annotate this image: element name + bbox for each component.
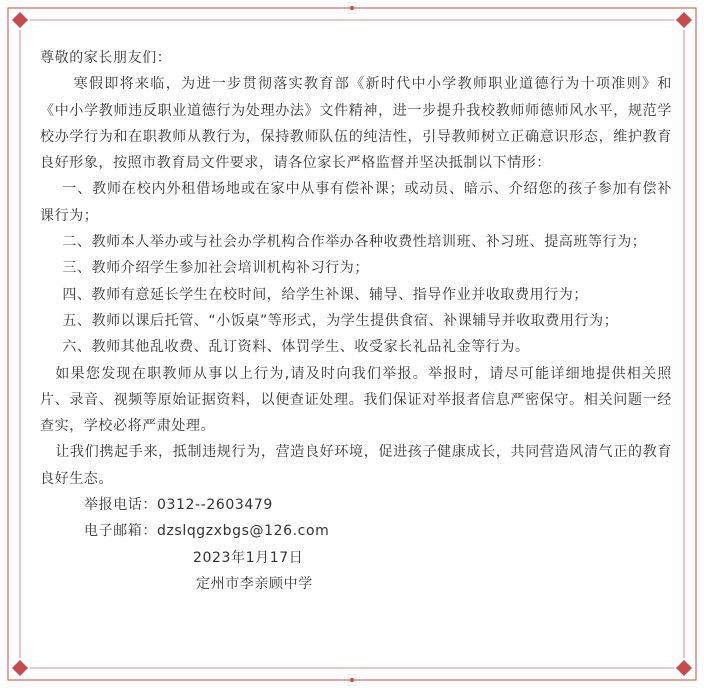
letter-date: 2023年1月17日 <box>193 549 304 566</box>
list-item: 六、教师其他乱收费、乱订资料、体罚学生、收受家长礼品礼金等行为。 <box>62 339 530 356</box>
corner-diamond-bottom-left <box>12 660 28 676</box>
list-item: 四、教师有意延长学生在校时间，给学生补课、辅导、指导作业并收取费用行为； <box>62 286 588 303</box>
report-paragraph: 如果您发现在职教师从事以上行为,请及时向我们举报。举报时，请尽可能详细地提供相关照片、录音、视频等原始证据资料，以便查证处理。我们保证对举报者信息严密保守。相关问题一经查实，学校必将严肃处理。 <box>40 365 672 435</box>
corner-diamond-top-left <box>12 12 28 28</box>
list-item: 五、教师以课后托管、“小饭桌”等形式，为学生提供食宿、补课辅导并收取费用行为； <box>62 312 619 329</box>
greeting: 尊敬的家长朋友们： <box>40 50 172 66</box>
intro-paragraph: 寒假即将来临，为进一步贯彻落实教育部《新时代中小学教师职业道德行为十项准则》和《中小学教师违反职业道德行为处理办法》文件精神，进一步提升我校教师师德师风水平，规范学校办学行为和在职教师从教行为，保持教师队伍的纯洁性，引导教师树立正确意识形态，维护教育良好形象，按照市教育局文件要求，请各位家长严格监督并坚决抵制以下情形： <box>40 76 672 172</box>
closing-paragraph: 让我们携起手来，抵制违规行为，营造良好环境，促进孩子健康成长，共同营造风清气正的教育良好生态。 <box>40 444 672 487</box>
list-item: 三、教师介绍学生参加社会培训机构补习行为； <box>62 260 369 277</box>
report-email: 电子邮箱：dzslqgzxbgs@126.com <box>84 523 330 540</box>
list-item: 二、教师本人举办或与社会办学机构合作举办各种收费性培训班、补习班、提高班等行为； <box>62 234 647 251</box>
corner-diamond-bottom-right <box>676 660 692 676</box>
report-phone: 举报电话：0312--2603479 <box>84 497 273 514</box>
list-item: 一、教师在校内外租借场地或在家中从事有偿补课；或动员、暗示、介绍您的孩子参加有偿补课行为； <box>40 181 672 224</box>
letter-content <box>40 45 672 597</box>
school-signature: 定州市李亲顾中学 <box>196 575 313 592</box>
corner-diamond-top-right <box>676 12 692 28</box>
edge-dot-bottom <box>350 678 354 682</box>
edge-dot-top <box>350 6 354 10</box>
